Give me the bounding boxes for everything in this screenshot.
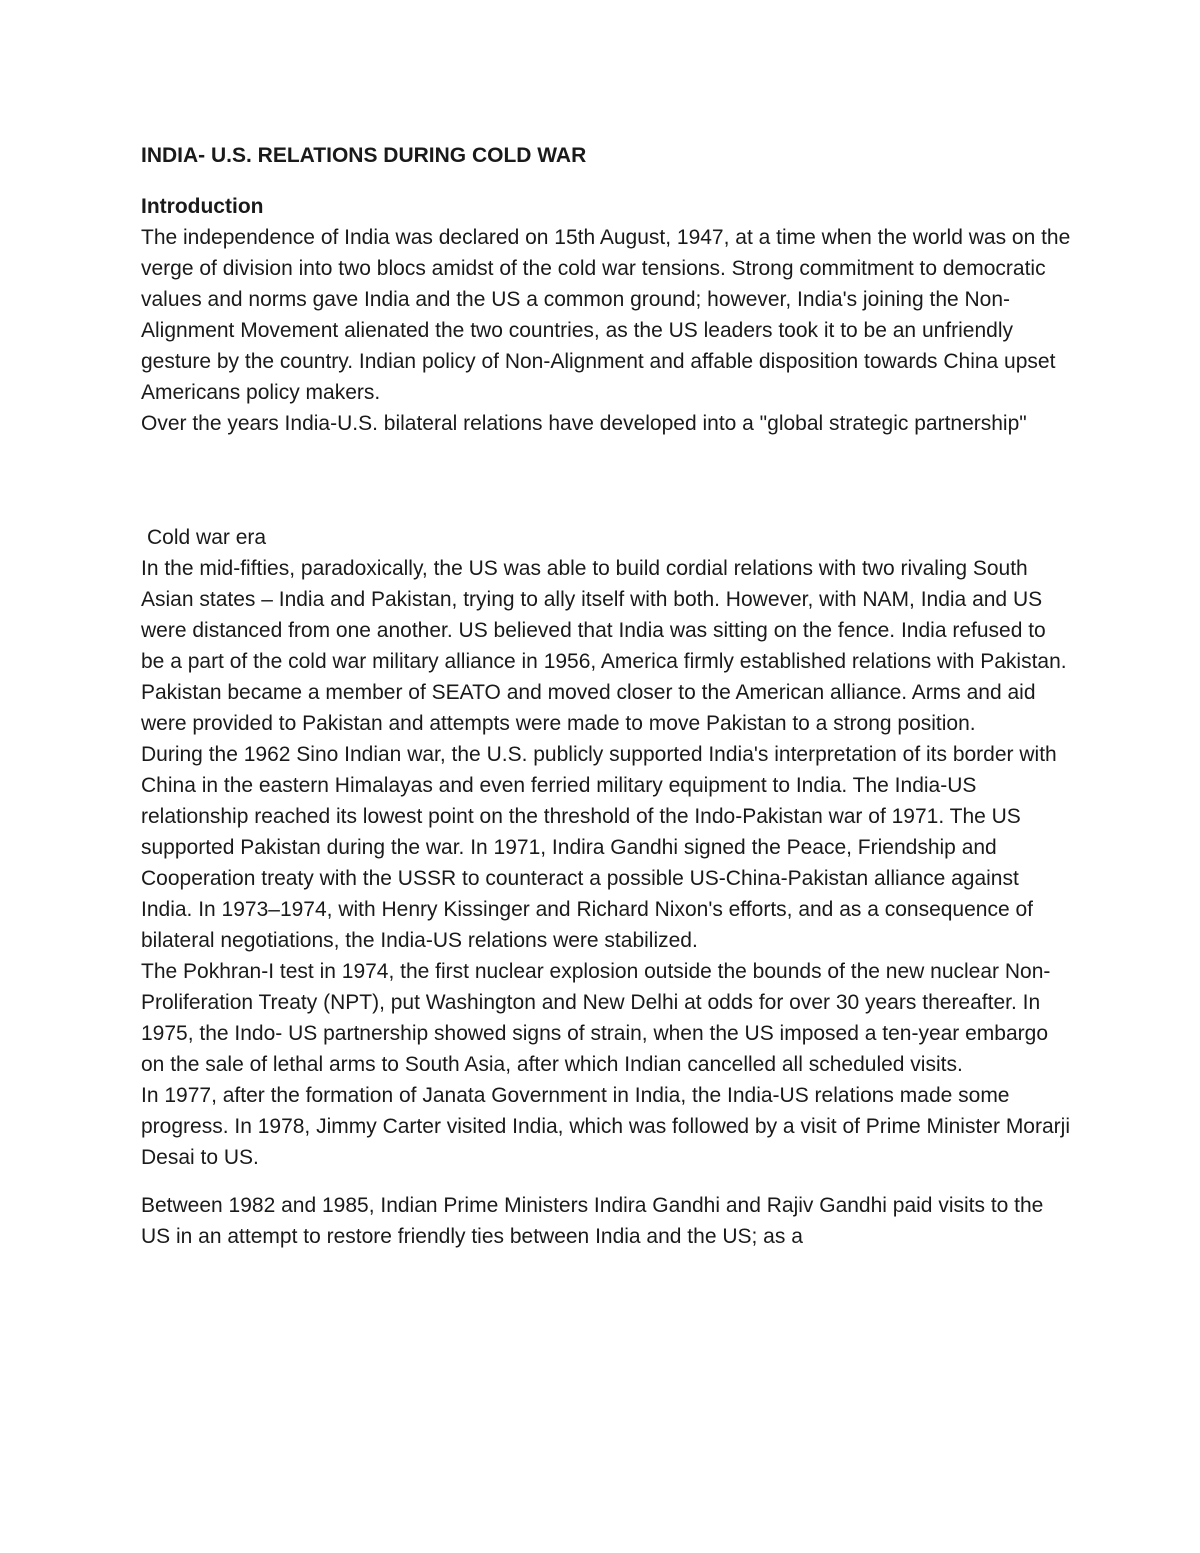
paragraph: The independence of India was declared on 15th August, 1947, at a time when the world was on the verge of division into two blocs amidst of the cold war tensions. Strong commitment to democratic values and norms gave India and the US a common ground; however, India's joining the Non-Alignment Movement alienated the two countries, as the US leaders took it to be an unfriendly gesture by the country. Indian policy of Non-Alignment and affable disposition towards China upset Americans policy makers. [141,226,1071,404]
section-heading-cold-war-era: Cold war era [147,526,267,549]
blank-space [141,439,1071,522]
paragraph: The Pokhran-I test in 1974, the first nuclear explosion outside the bounds of the new nuclear Non-Proliferation Treaty (NPT), put Washington and New Delhi at odds for over 30 years thereafter. In 1975, the Indo- US partnership showed signs of strain, when the US imposed a ten-year embargo on the sale of lethal arms to South Asia, after which Indian cancelled all scheduled visits. [141,960,1051,1076]
paragraph-gap [141,1173,1071,1190]
paragraph: In 1977, after the formation of Janata Government in India, the India-US relations made some progress. In 1978, Jimmy Carter visited India, which was followed by a visit of Prime Minister Morarji Desai to US. [141,1084,1070,1169]
document-page [141,140,1071,1252]
paragraph: Between 1982 and 1985, Indian Prime Ministers Indira Gandhi and Rajiv Gandhi paid visits to the US in an attempt to restore friendly ties between India and the US; as a [141,1194,1044,1248]
paragraph: During the 1962 Sino Indian war, the U.S. publicly supported India's interpretation of its border with China in the eastern Himalayas and even ferried military equipment to India. The India-US relationship reached its lowest point on the threshold of the Indo-Pakistan war of 1971. The US supported Pakistan during the war. In 1971, Indira Gandhi signed the Peace, Friendship and Cooperation treaty with the USSR to counteract a possible US-China-Pakistan alliance against India. In 1973–1974, with Henry Kissinger and Richard Nixon's efforts, and as a consequence of bilateral negotiations, the India-US relations were stabilized. [141,743,1057,952]
paragraph: In the mid-fifties, paradoxically, the US was able to build cordial relations with two rivaling South Asian states – India and Pakistan, trying to ally itself with both. However, with NAM, India and US were distanced from one another. US believed that India was sitting on the fence. India refused to be a part of the cold war military alliance in 1956, America firmly established relations with Pakistan. Pakistan became a member of SEATO and moved closer to the American alliance. Arms and aid were provided to Pakistan and attempts were made to move Pakistan to a strong position. [141,557,1067,735]
paragraph: Over the years India-U.S. bilateral relations have developed into a "global strategic partnership" [141,412,1027,435]
document-title: INDIA- U.S. RELATIONS DURING COLD WAR [141,144,587,167]
section-heading-introduction: Introduction [141,195,264,218]
